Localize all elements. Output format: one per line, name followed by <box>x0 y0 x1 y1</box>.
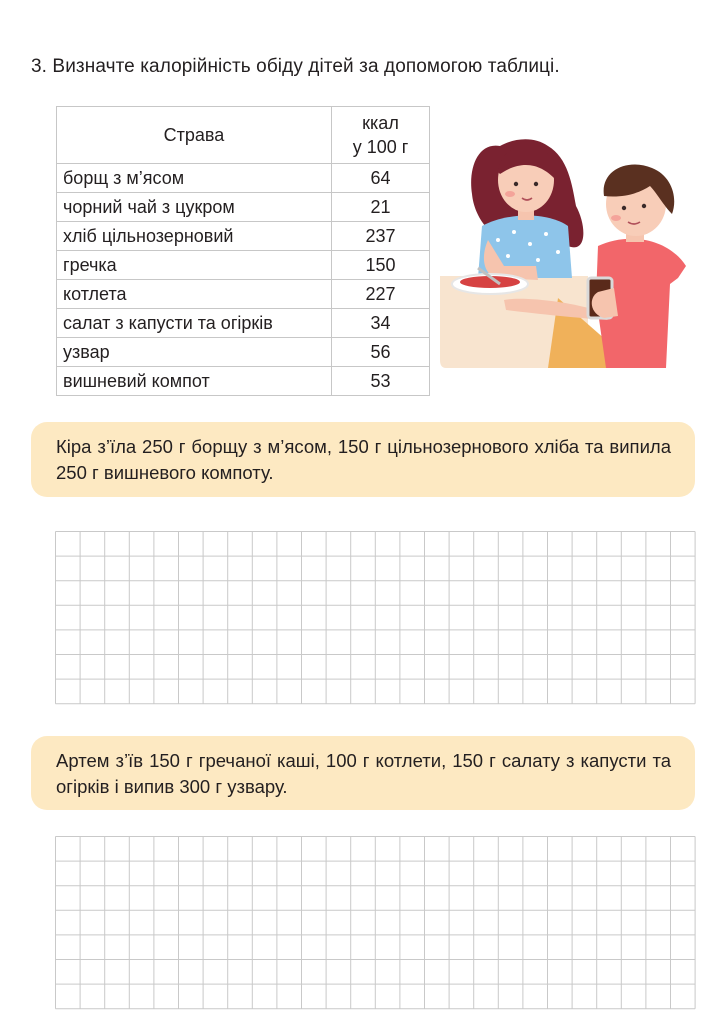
header-kcal <box>332 107 430 164</box>
header-kcal-line1: ккал <box>362 113 399 133</box>
table-row <box>57 367 430 396</box>
header-kcal-line2: у 100 г <box>352 137 409 157</box>
answer-grid-2[interactable] <box>55 836 697 1011</box>
calorie-table <box>56 106 430 396</box>
dish-cell: салат з капусти та огірків <box>57 309 332 338</box>
dish-cell: узвар <box>57 338 332 367</box>
table-row <box>57 222 430 251</box>
dish-cell: борщ з м’ясом <box>57 164 332 193</box>
table-row <box>57 309 430 338</box>
answer-grid-1[interactable] <box>55 531 697 706</box>
kcal-cell: 56 <box>332 338 430 367</box>
header-dish: Страва <box>57 107 332 164</box>
table-row <box>57 164 430 193</box>
table-row <box>57 280 430 309</box>
dish-cell: хліб цільнозерновий <box>57 222 332 251</box>
table-row <box>57 338 430 367</box>
table-row <box>57 193 430 222</box>
kcal-cell: 21 <box>332 193 430 222</box>
kcal-cell: 34 <box>332 309 430 338</box>
kcal-cell: 53 <box>332 367 430 396</box>
kcal-cell: 150 <box>332 251 430 280</box>
kcal-cell: 64 <box>332 164 430 193</box>
table-header-row <box>57 107 430 164</box>
kcal-cell: 227 <box>332 280 430 309</box>
problem-artem: Артем з’їв 150 г гречаної каші, 100 г котлети, 150 г салату з капусти та огірків і випив 300 г узвару. <box>31 736 695 810</box>
dish-cell: гречка <box>57 251 332 280</box>
kcal-cell: 237 <box>332 222 430 251</box>
dish-cell: чорний чай з цукром <box>57 193 332 222</box>
dish-cell: котлета <box>57 280 332 309</box>
problem-kira: Кіра з’їла 250 г борщу з м’ясом, 150 г цільнозернового хліба та випила 250 г вишневого компоту. <box>31 422 695 497</box>
task-title: 3. Визначте калорійність обіду дітей за допомогою таблиці. <box>31 56 560 77</box>
children-eating-lunch-icon <box>438 128 690 374</box>
table-row <box>57 251 430 280</box>
dish-cell: вишневий компот <box>57 367 332 396</box>
